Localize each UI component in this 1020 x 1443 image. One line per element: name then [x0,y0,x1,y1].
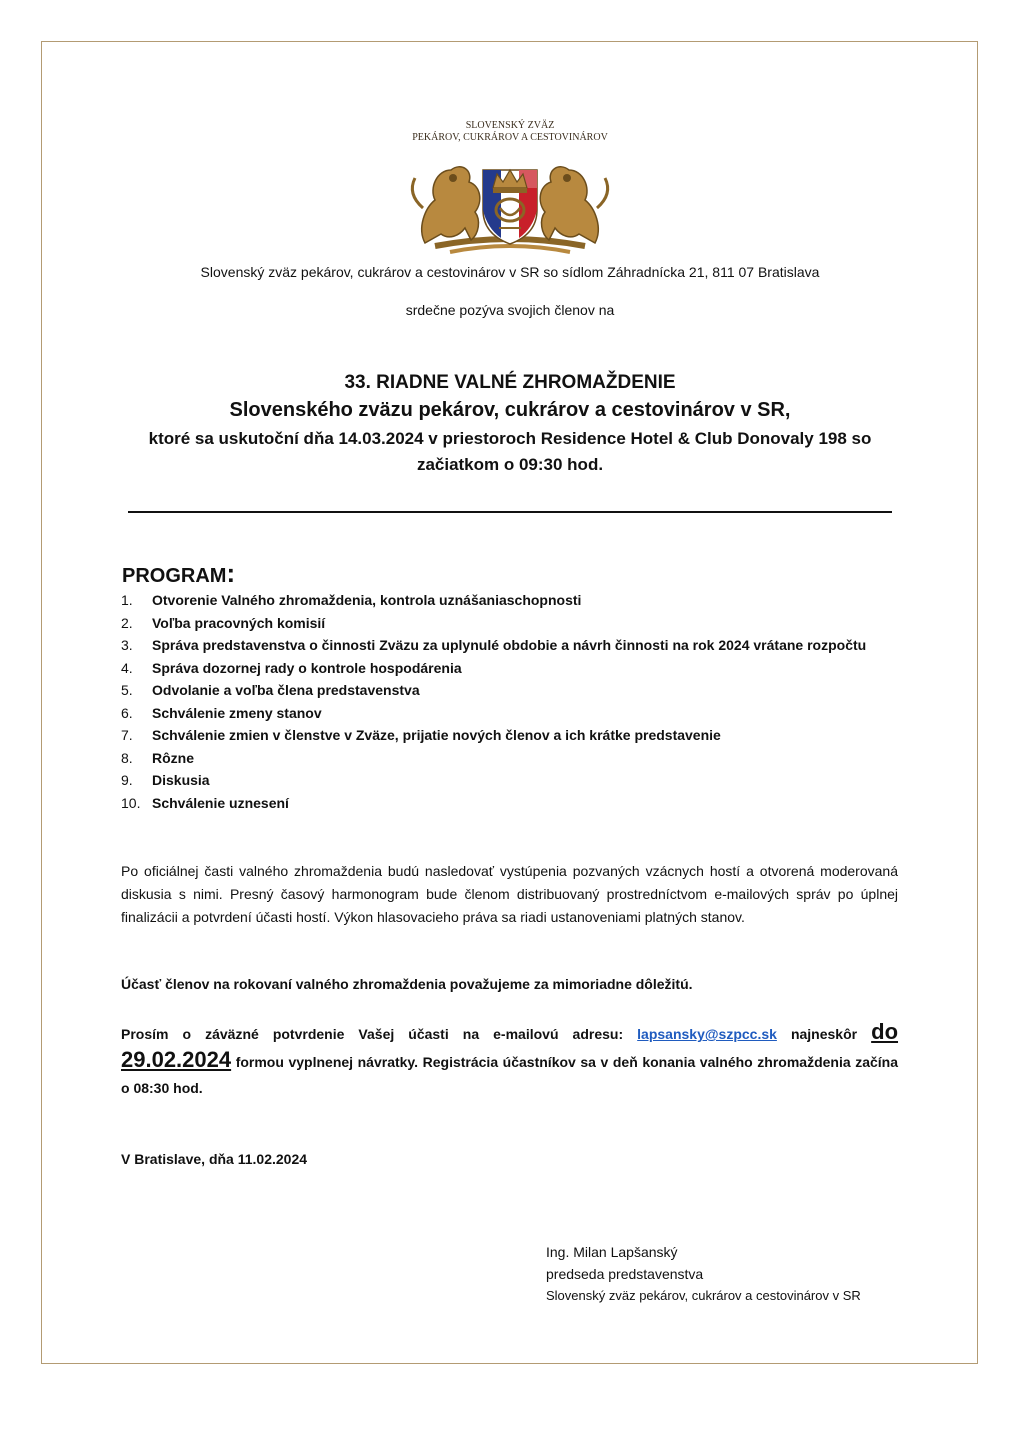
organization-address-line: Slovenský zväz pekárov, cukrárov a cestovinárov v SR so sídlom Záhradnícka 21, 811 07 Bratislava [200,264,820,280]
program-item-number: 10. [121,794,141,811]
signer-organization: Slovenský zväz pekárov, cukrárov a cestovinárov v SR [546,1288,861,1303]
program-item-number: 2. [121,614,133,631]
program-item [121,612,881,635]
program-item [121,702,881,725]
program-item-text: Správa predstavenstva o činnosti Zväzu za uplynulé obdobie a návrh činnosti na rok 2024 vrátane rozpočtu [152,637,867,653]
program-item-text: Schválenie zmien v členstve v Zväze, prijatie nových členov a ich krátke predstavenie [152,727,721,743]
program-item-number: 1. [121,592,133,608]
program-item-number: 3. [121,637,133,653]
program-item-number: 6. [121,704,133,721]
place-and-date: V Bratislave, dňa 11.02.2024 [121,1151,308,1167]
event-title-block [120,370,900,478]
program-list [121,589,881,814]
deadline-do: do [871,1019,899,1044]
program-item [121,634,881,657]
program-item [121,747,881,770]
info-paragraph: Po oficiálnej časti valného zhromaždenia budú nasledovať vystúpenia pozvaných vzácnych hostí a otvorená moderovaná diskusia s nimi. Presný časový harmonogram bude členom distribuovaný prostredníctvom e-mailových správ po úplnej finalizácii a potvrdení účasti hostí. Výkon hlasovacieho práva sa riadi ustanoveniami platných stanov. [121,863,898,925]
program-item-text: Voľba pracovných komisií [152,614,326,631]
program-item-number: 9. [121,772,133,788]
event-title: 33. RIADNE VALNÉ ZHROMAŽDENIE [344,372,676,393]
confirm-suffix: formou vyplnenej návratky. Registrácia účastníkov sa v deň konania valného zhromaždenia začína o 08:30 hod. [121,1054,898,1096]
logo-title-line-1: SLOVENSKÝ ZVÄZ [465,120,555,131]
program-item [121,724,881,747]
program-item-text: Diskusia [152,772,210,788]
program-item [121,657,881,680]
program-item-number: 5. [121,682,133,698]
program-item-number: 4. [121,659,133,676]
confirmation-paragraph [121,1019,898,1101]
confirm-middle: najneskôr [790,1026,858,1042]
invitation-line: srdečne pozýva svojich členov na [405,302,615,318]
signature-block [546,1241,861,1307]
signer-name: Ing. Milan Lapšanský [546,1244,678,1260]
program-item-text: Otvorenie Valného zhromaždenia, kontrola uznášaniaschopnosti [152,592,582,608]
program-heading-text: PROGRAM [122,565,227,587]
program-item-number: 8. [121,749,133,766]
program-heading-colon: : [226,558,236,588]
confirm-prefix: Prosím o záväzné potvrdenie Vašej účasti na e-mailovú adresu: [121,1026,624,1042]
email-link[interactable]: lapsansky@szpcc.sk [637,1026,777,1042]
attendance-note: Účasť členov na rokovaní valného zhromaždenia považujeme za mimoriadne dôležitú. [121,976,693,992]
deadline-date: 29.02.2024 [121,1047,232,1072]
program-item-text: Správa dozornej rady o kontrole hospodárenia [152,659,462,676]
program-item [121,769,881,792]
program-heading [122,558,235,589]
event-organization: Slovenského zväzu pekárov, cukrárov a cestovinárov v SR, [229,399,791,421]
program-item-text: Odvolanie a voľba člena predstavenstva [152,682,420,698]
title-divider [128,511,892,513]
event-details: ktoré sa uskutoční dňa 14.03.2024 v priestoroch Residence Hotel & Club Donovaly 198 so začiatkom o 09:30 hod. [148,429,872,474]
program-item [121,792,881,815]
program-item [121,589,881,612]
program-item-text: Rôzne [152,749,194,766]
program-item [121,679,881,702]
coat-of-arms-icon [395,148,625,255]
program-item-number: 7. [121,727,133,743]
program-item-text: Schválenie uznesení [152,794,289,811]
logo-title-line-2: PEKÁROV, CUKRÁROV A CESTOVINÁROV [412,132,608,143]
association-logo [395,120,625,255]
signer-role: predseda predstavenstva [546,1266,704,1282]
program-item-text: Schválenie zmeny stanov [152,704,322,721]
logo-title [395,120,625,144]
